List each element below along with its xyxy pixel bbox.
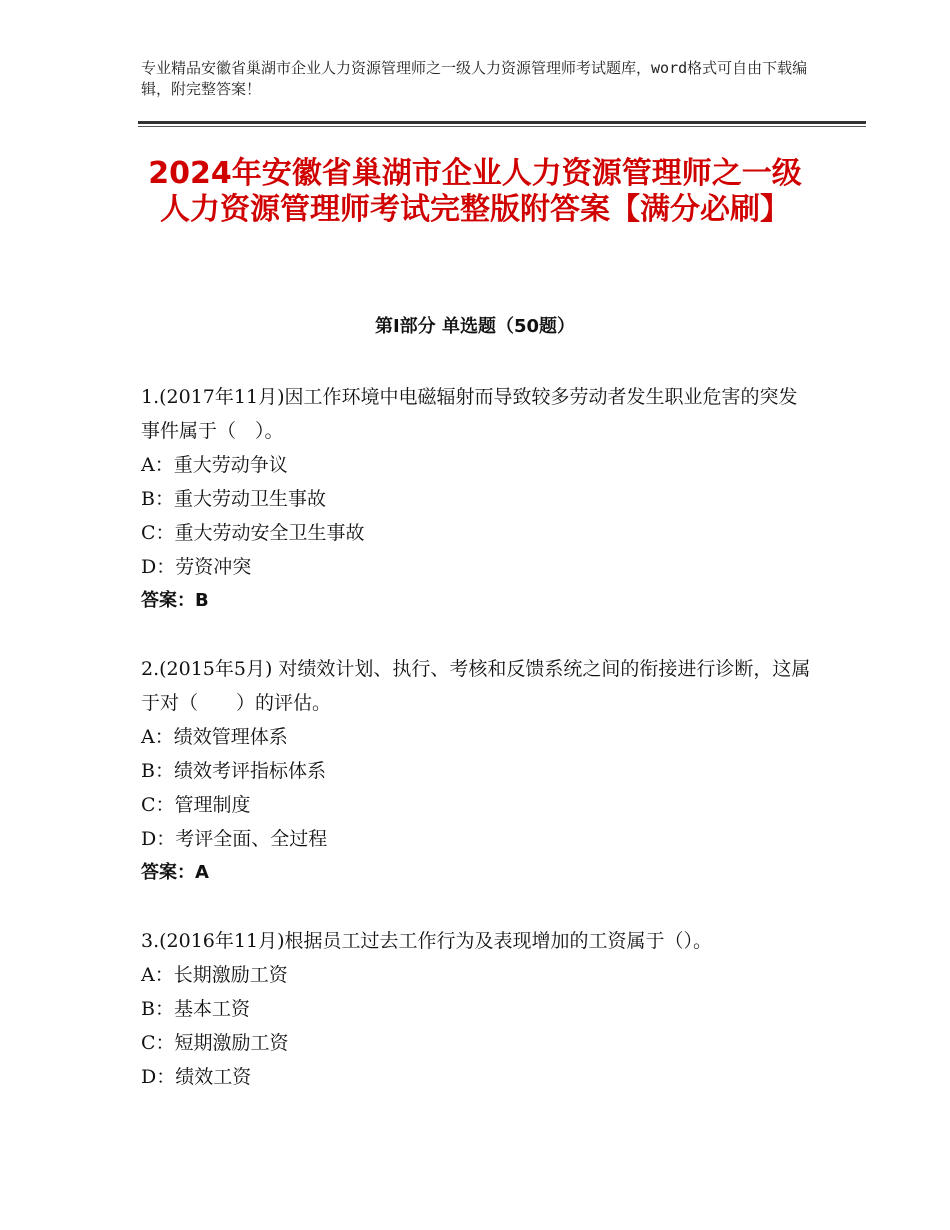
question-list [141, 380, 813, 1128]
question-stem: 2.(2015年5月) 对绩效计划、执行、考核和反馈系统之间的衔接进行诊断，这属于对（ ）的评估。 [141, 658, 811, 714]
option-b: B：基本工资 [141, 998, 250, 1020]
question-stem: 1.(2017年11月)因工作环境中电磁辐射而导致较多劳动者发生职业危害的突发事件属于（ ）。 [141, 386, 798, 442]
option-c: C：管理制度 [141, 794, 251, 816]
header-rule-thick [138, 121, 866, 124]
option-c: C：重大劳动安全卫生事故 [141, 522, 365, 544]
header-rule-thin [138, 126, 866, 127]
document-title: 2024年安徽省巢湖市企业人力资源管理师之一级人力资源管理师考试完整版附答案【满分必刷】 [148, 156, 802, 227]
question-3 [141, 924, 813, 1094]
option-d: D：考评全面、全过程 [141, 828, 328, 850]
option-a: A：重大劳动争议 [141, 454, 288, 476]
answer-line: 答案：B [141, 590, 209, 611]
option-c: C：短期激励工资 [141, 1032, 289, 1054]
header-note: 专业精品安徽省巢湖市企业人力资源管理师之一级人力资源管理师考试题库，word格式可自由下载编辑，附完整答案！ [141, 59, 808, 98]
answer-line: 答案：A [141, 862, 209, 883]
question-stem: 3.(2016年11月)根据员工过去工作行为及表现增加的工资属于（）。 [141, 930, 712, 952]
option-d: D：绩效工资 [141, 1066, 252, 1088]
option-a: A：长期激励工资 [141, 964, 288, 986]
option-a: A：绩效管理体系 [141, 726, 288, 748]
question-2 [141, 652, 813, 890]
section-title: 第Ⅰ部分 单选题（50题） [374, 316, 575, 337]
option-b: B：绩效考评指标体系 [141, 760, 326, 782]
option-d: D：劳资冲突 [141, 556, 252, 578]
option-b: B：重大劳动卫生事故 [141, 488, 326, 510]
question-1 [141, 380, 813, 618]
